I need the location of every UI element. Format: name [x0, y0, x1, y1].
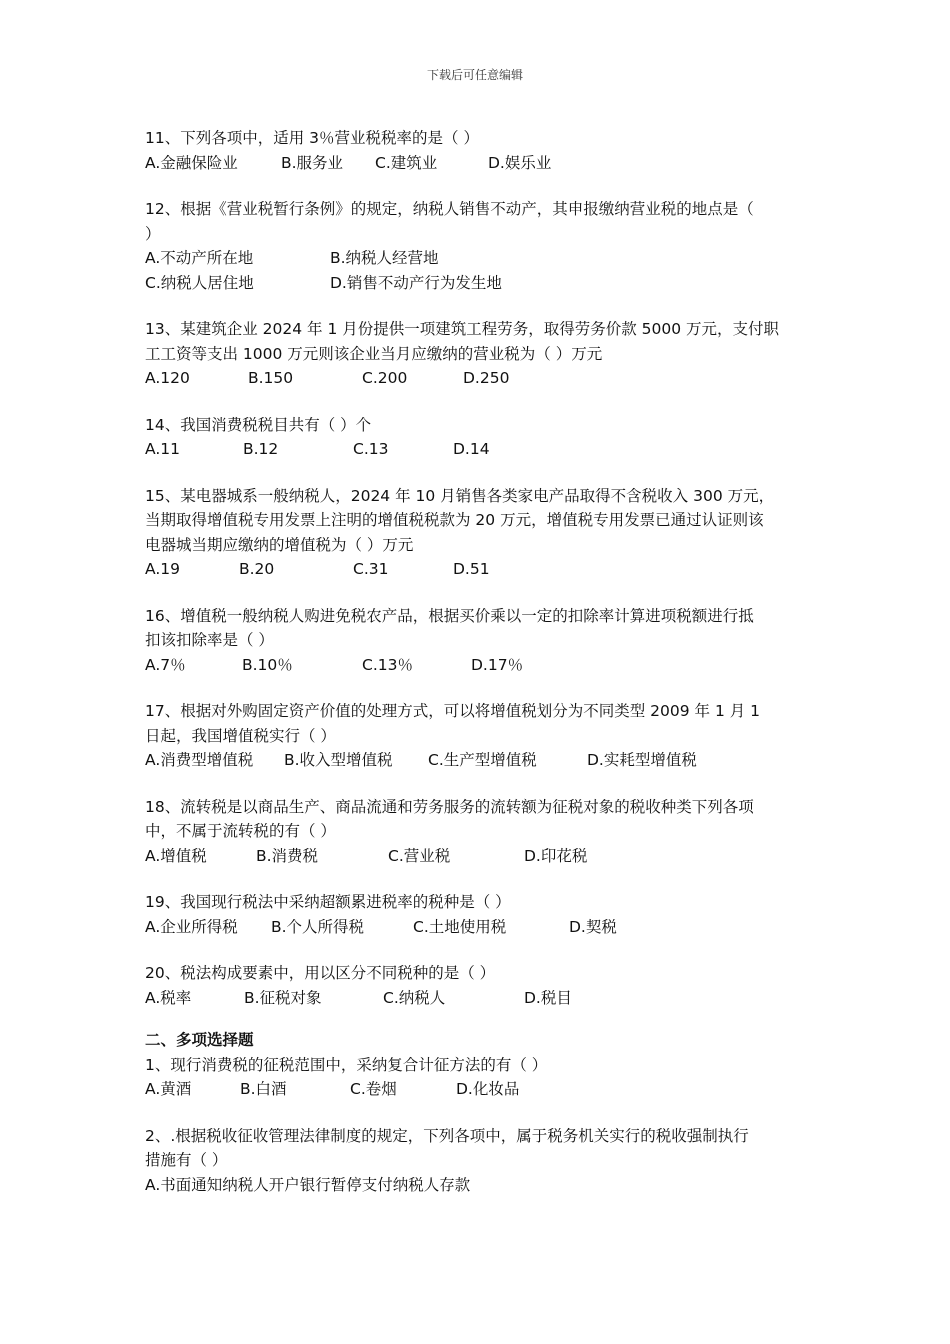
- option-b: B.白酒: [240, 1080, 287, 1098]
- option-c: C.200: [362, 369, 408, 387]
- option-b: B.个人所得税: [271, 917, 365, 936]
- question-16: [145, 604, 815, 678]
- options-row: [145, 653, 815, 678]
- question-stem: 16、增值税一般纳税人购进免税农产品，根据买价乘以一定的扣除率计算进项税额进行抵: [145, 606, 754, 625]
- option-d: D.税目: [524, 988, 572, 1007]
- option-d: D.销售不动产行为发生地: [330, 273, 502, 292]
- question-stem: 措施有（ ）: [145, 1151, 228, 1169]
- option-b: B.服务业: [281, 153, 344, 172]
- option-a: A.企业所得税: [145, 917, 238, 936]
- option-b: B.20: [239, 560, 275, 578]
- option-d: D.契税: [569, 917, 617, 936]
- question-stem: 当期取得增值税专用发票上注明的增值税税款为 20 万元，增值税专用发票已通过认证则该: [145, 511, 764, 529]
- option-a: A.税率: [145, 988, 192, 1007]
- option-c: C.13: [353, 440, 389, 458]
- option-b: B.收入型增值税: [284, 751, 393, 769]
- question-stem: 18、流转税是以商品生产、商品流通和劳务服务的流转额为征税对象的税收种类下列各项: [145, 797, 754, 816]
- question-18: [145, 795, 815, 869]
- option-b: B.10％: [242, 655, 293, 674]
- question-stem: 扣该扣除率是（ ）: [145, 631, 274, 649]
- option-a: A.增值税: [145, 846, 207, 865]
- question-stem: 电器城当期应缴纳的增值税为（ ）万元: [145, 535, 414, 554]
- question-20: [145, 961, 815, 1010]
- option-a: A.19: [145, 560, 180, 578]
- option-d: D.化妆品: [456, 1080, 520, 1098]
- option-a: A.消费型增值税: [145, 751, 254, 769]
- question-13: [145, 317, 815, 391]
- question-stem: 12、根据《营业税暂行条例》的规定，纳税人销售不动产，其申报缴纳营业税的地点是（: [145, 200, 754, 218]
- section-multiple-choice: [145, 1028, 815, 1102]
- options-row: [145, 844, 815, 869]
- question-multi-2: [145, 1124, 815, 1198]
- question-stem: 17、根据对外购固定资产价值的处理方式，可以将增值税划分为不同类型 2009 年 1 月 1: [145, 702, 761, 720]
- option-d: D.娱乐业: [488, 153, 552, 172]
- question-list: [145, 126, 815, 1219]
- option-c: C.纳税人居住地: [145, 273, 254, 292]
- option-a: A.7％: [145, 655, 186, 674]
- question-stem: 中，不属于流转税的有（ ）: [145, 822, 336, 840]
- option-c: C.生产型增值税: [428, 751, 537, 769]
- question-stem: 2、.根据税收征收管理法律制度的规定，下列各项中，属于税务机关实行的税收强制执行: [145, 1126, 749, 1145]
- option-c: C.31: [353, 560, 389, 578]
- option-b: B.150: [248, 369, 294, 387]
- option-b: B.征税对象: [244, 988, 322, 1007]
- question-14: [145, 413, 815, 462]
- question-17: [145, 699, 815, 773]
- option-a: A.金融保险业: [145, 153, 238, 172]
- option-c: C.营业税: [388, 846, 451, 865]
- option-a: A.书面通知纳税人开户银行暂停支付纳税人存款: [145, 1175, 471, 1194]
- options-row: [145, 986, 815, 1011]
- options-row: [145, 748, 815, 773]
- question-stem: 19、我国现行税法中采纳超额累进税率的税种是（ ）: [145, 893, 511, 911]
- option-c: C.卷烟: [350, 1080, 397, 1098]
- question-stem: ）: [145, 224, 161, 243]
- option-a: A.11: [145, 440, 180, 458]
- option-d: D.印花税: [524, 846, 588, 865]
- option-c: C.13％: [362, 655, 413, 674]
- question-12: [145, 197, 815, 295]
- option-c: C.建筑业: [375, 153, 438, 172]
- option-d: D.17％: [471, 655, 524, 674]
- option-d: D.250: [463, 369, 510, 387]
- option-d: D.51: [453, 560, 490, 578]
- option-a: A.120: [145, 369, 190, 387]
- question-19: [145, 890, 815, 939]
- question-stem: 工工资等支出 1000 万元则该企业当月应缴纳的营业税为（ ）万元: [145, 344, 603, 363]
- options-row: [145, 1173, 815, 1198]
- option-d: D.14: [453, 440, 490, 458]
- section-title: 二、多项选择题: [145, 1031, 254, 1049]
- option-b: B.纳税人经营地: [330, 249, 439, 267]
- option-b: B.12: [243, 440, 279, 458]
- question-stem: 15、某电器城系一般纳税人，2024 年 10 月销售各类家电产品取得不含税收入 300 万元，: [145, 486, 775, 505]
- option-c: C.土地使用税: [413, 917, 507, 936]
- question-stem: 20、税法构成要素中，用以区分不同税种的是（ ）: [145, 964, 496, 982]
- option-b: B.消费税: [256, 846, 319, 865]
- question-stem: 13、某建筑企业 2024 年 1 月份提供一项建筑工程劳务，取得劳务价款 5000 万元，支付职: [145, 320, 780, 338]
- option-c: C.纳税人: [383, 988, 446, 1007]
- question-stem: 1、现行消费税的征税范围中，采纳复合计征方法的有（ ）: [145, 1055, 548, 1074]
- options-row: [145, 915, 815, 940]
- option-a: A.黄酒: [145, 1080, 192, 1098]
- question-stem: 11、下列各项中，适用 3％营业税税率的是（ ）: [145, 129, 479, 147]
- options-row: [145, 557, 815, 582]
- options-row: [145, 1077, 815, 1102]
- options-row: [145, 437, 815, 462]
- options-row: [145, 246, 815, 271]
- question-stem: 日起，我国增值税实行（ ）: [145, 726, 336, 745]
- options-row: [145, 151, 815, 176]
- options-row: [145, 271, 815, 296]
- option-a: A.不动产所在地: [145, 249, 254, 267]
- page-header: 下载后可任意编辑: [426, 68, 523, 82]
- option-d: D.实耗型增值税: [587, 751, 697, 769]
- options-row: [145, 366, 815, 391]
- question-15: [145, 484, 815, 582]
- question-11: [145, 126, 815, 175]
- question-stem: 14、我国消费税税目共有（ ）个: [145, 415, 372, 434]
